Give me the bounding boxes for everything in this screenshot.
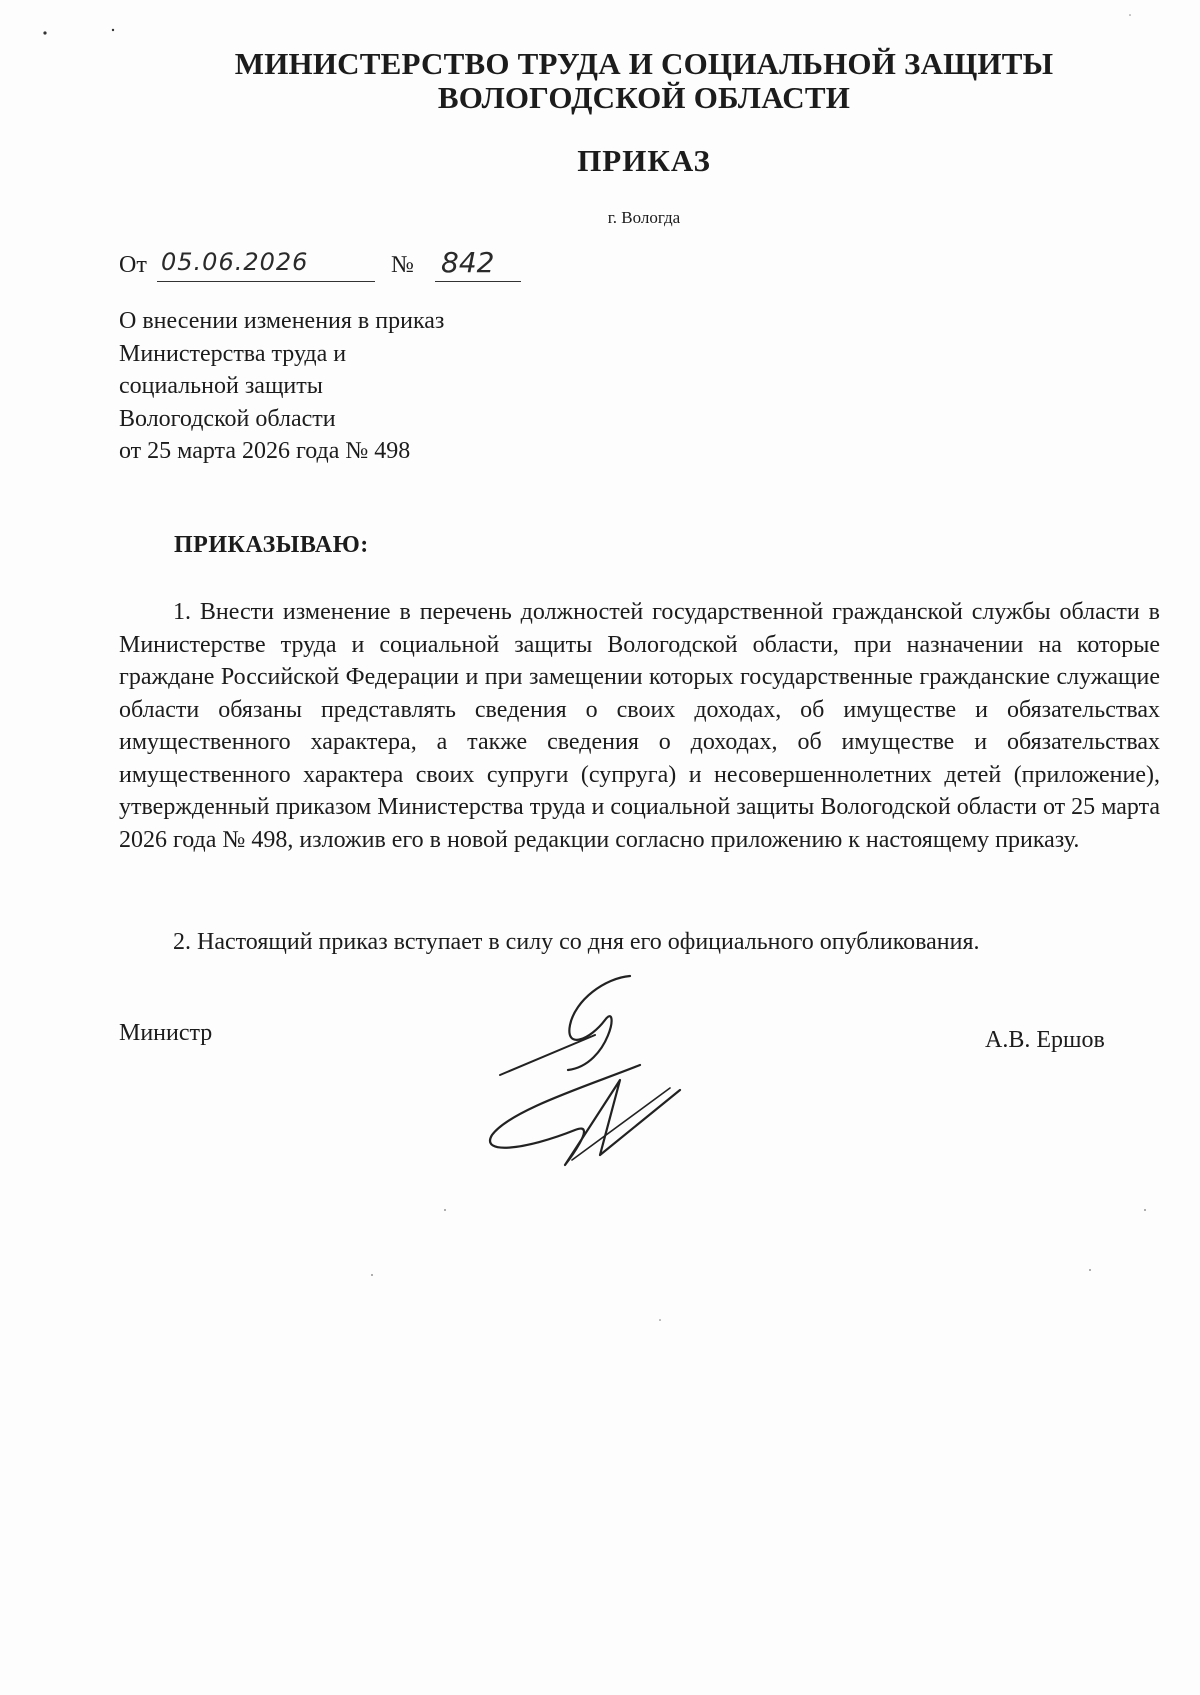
- date-value-handwritten: 05.06.2026: [161, 248, 309, 276]
- subject-line: Вологодской области: [119, 405, 336, 432]
- ministry-name-line2: ВОЛОГОДСКОЙ ОБЛАСТИ: [437, 80, 851, 115]
- handwritten-signature-image: [480, 970, 740, 1170]
- date-underline: [157, 281, 375, 282]
- subject-line: социальной защиты: [119, 373, 323, 399]
- signatory-position: Министр: [119, 1020, 213, 1046]
- ministry-name-line1: МИНИСТЕРСТВО ТРУДА И СОЦИАЛЬНОЙ ЗАЩИТЫ: [234, 46, 1054, 81]
- city-label: г. Вологда: [607, 208, 681, 227]
- subject-line: О внесении изменения в приказ: [119, 308, 445, 334]
- subject-line: от 25 марта 2026 года № 498: [119, 438, 411, 464]
- number-label: №: [391, 252, 414, 278]
- subject-line: Министерства труда и: [119, 340, 347, 367]
- signatory-name: А.В. Ершов: [985, 1027, 1105, 1053]
- paragraph-2: 2. Настоящий приказ вступает в силу со дня его официального опубликования.: [173, 929, 980, 955]
- paragraph-1: 1. Внести изменение в перечень должностей государственной гражданской службы области в Министерстве труда и социальной защиты Вологодской области, при назначении на которые граждане Российской Федерации и при замещении которых государственные гражданские служащие области обязаны представлять сведения о своих доходах, об имуществе и обязательствах имущественного характера, а также сведения о доходах, об имуществе и обязательствах имущественного характера своих супруги (супруга) и несовершеннолетних детей (приложение), утвержденный приказом Министерства труда и социальной защиты Вологодской области от 25 марта 2026 года № 498, изложив его в новой редакции согласно приложению к настоящему приказу.: [119, 599, 1160, 853]
- number-value-handwritten: 842: [441, 246, 495, 279]
- order-date-number-row: [119, 248, 559, 288]
- date-label: От: [119, 252, 147, 278]
- decree-heading: ПРИКАЗЫВАЮ:: [174, 532, 369, 558]
- document-type-title: ПРИКАЗ: [577, 143, 711, 178]
- order-subject: [119, 305, 559, 468]
- number-underline: [435, 281, 521, 282]
